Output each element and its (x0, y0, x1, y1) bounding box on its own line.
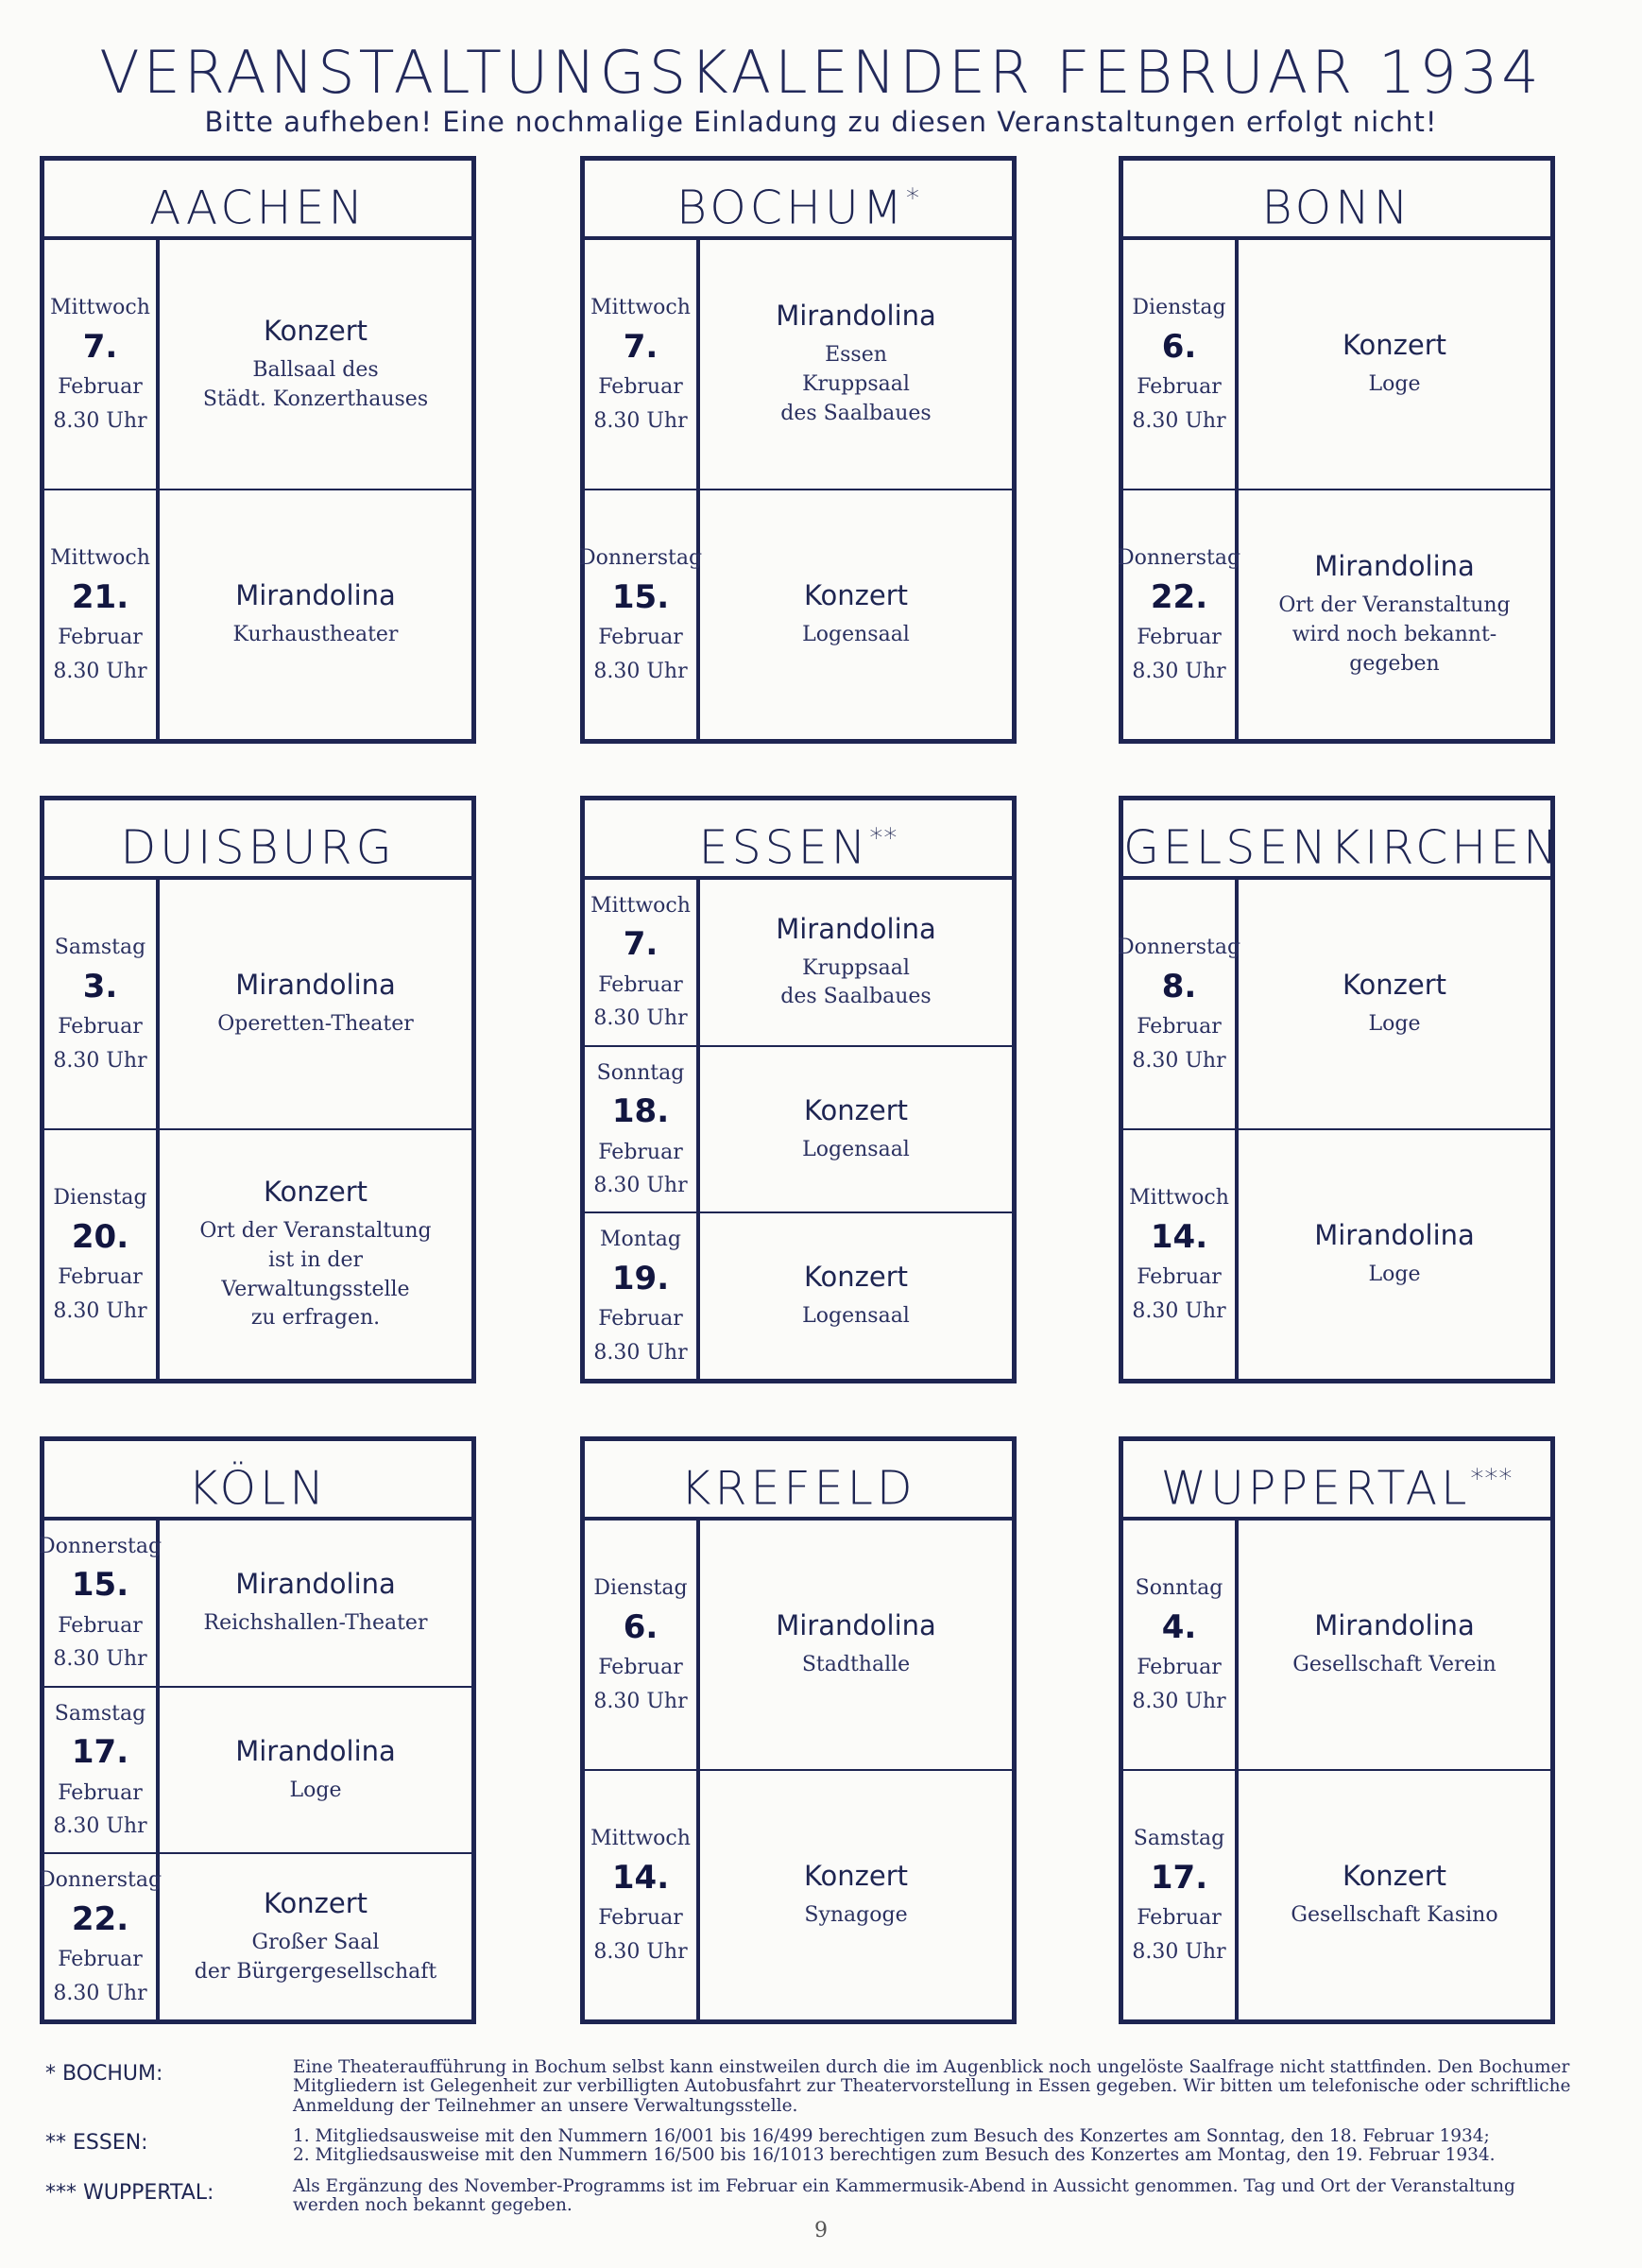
event-month: Februar (58, 626, 143, 649)
event-weekday: Mittwoch (1129, 1186, 1229, 1210)
event-date (585, 240, 700, 489)
event-info (700, 1771, 1012, 2019)
event-place: Synagoge (804, 1903, 908, 1928)
event-month: Februar (598, 1906, 683, 1930)
event-row (44, 490, 471, 739)
event-date (44, 1130, 160, 1379)
event-time: 8.30 Uhr (593, 408, 688, 433)
city-name: BONN (1123, 161, 1550, 240)
event-list (1117, 880, 1550, 1379)
city-name: GELSENKIRCHEN (1123, 800, 1550, 880)
event-day-number: 21. (71, 577, 129, 616)
event-kind: Konzert (803, 579, 909, 612)
event-list (44, 880, 471, 1379)
event-date (1123, 240, 1239, 489)
event-row (38, 1521, 471, 1688)
event-date (44, 240, 160, 489)
event-info (160, 1130, 471, 1379)
event-month: Februar (58, 1948, 143, 1972)
event-time: 8.30 Uhr (1132, 408, 1226, 433)
event-weekday: Sonntag (1135, 1576, 1223, 1600)
event-month: Februar (58, 1265, 143, 1289)
event-day-number: 7. (623, 925, 659, 964)
event-day-number: 15. (611, 577, 670, 616)
footnote-label: ** ESSEN: (45, 2131, 148, 2156)
event-weekday: Donnerstag (578, 546, 703, 570)
event-weekday: Samstag (54, 1701, 146, 1726)
event-kind: Konzert (803, 1093, 909, 1126)
event-date (578, 490, 703, 739)
event-info (1239, 1130, 1550, 1379)
event-place: Großer Saal der Bürgergesellschaft (194, 1930, 437, 1984)
event-place: Ballsaal des Städt. Konzerthauses (202, 357, 429, 411)
event-day-number: 15. (71, 1566, 129, 1605)
event-row (1123, 1130, 1550, 1379)
event-list (44, 240, 471, 739)
event-info (160, 1688, 471, 1853)
city-box (1119, 1436, 1555, 2024)
event-list (1117, 240, 1550, 739)
event-time: 8.30 Uhr (1132, 659, 1226, 683)
event-kind: Konzert (803, 1860, 909, 1893)
event-time: 8.30 Uhr (53, 408, 147, 433)
city-name: BOCHUM* (585, 161, 1012, 240)
event-date (1123, 1521, 1239, 1769)
footnote-wuppertal (45, 2177, 1576, 2216)
event-info (1239, 490, 1550, 739)
event-weekday: Donnerstag (38, 1534, 162, 1558)
event-place: Ort der Veranstaltung ist in der Verwaltungsstelle zu erfragen. (199, 1218, 432, 1331)
event-place: Reichshallen-Theater (203, 1610, 428, 1635)
event-time: 8.30 Uhr (1132, 1048, 1226, 1073)
event-day-number: 7. (623, 327, 659, 366)
event-month: Februar (598, 1307, 683, 1332)
city-name: AACHEN (44, 161, 471, 240)
event-kind: Konzert (263, 1175, 368, 1208)
event-day-number: 20. (71, 1217, 129, 1256)
event-month: Februar (598, 1140, 683, 1164)
event-place: Operetten-Theater (217, 1012, 414, 1037)
event-row (44, 1130, 471, 1379)
event-time: 8.30 Uhr (53, 1981, 147, 2005)
event-day-number: 14. (1150, 1217, 1208, 1256)
event-day-number: 19. (611, 1259, 670, 1297)
event-time: 8.30 Uhr (593, 659, 688, 683)
page-subtitle: Bitte aufheben! Eine nochmalige Einladung zu diesen Veranstaltungen erfolgt nicht! (204, 106, 1438, 138)
event-kind: Mirandolina (235, 1567, 396, 1600)
event-info (700, 1213, 1012, 1379)
event-weekday: Samstag (1133, 1827, 1225, 1850)
event-row (585, 1047, 1012, 1214)
event-row (1123, 240, 1550, 490)
event-weekday: Mittwoch (50, 546, 150, 570)
event-kind: Konzert (263, 1886, 368, 1919)
event-row (578, 490, 1012, 739)
event-place: Loge (1368, 1012, 1421, 1037)
event-info (1239, 1521, 1550, 1769)
event-info (700, 880, 1012, 1045)
event-time: 8.30 Uhr (53, 659, 147, 683)
event-kind: Konzert (1342, 969, 1447, 1002)
event-list (585, 1521, 1012, 2019)
event-day-number: 4. (1161, 1607, 1197, 1646)
city-box (580, 156, 1017, 744)
event-weekday: Dienstag (593, 1576, 688, 1600)
event-row (44, 880, 471, 1130)
city-box (40, 796, 476, 1383)
event-weekday: Donnerstag (1117, 936, 1241, 959)
event-date (1123, 1130, 1239, 1379)
footnote-label: *** WUPPERTAL: (45, 2180, 214, 2205)
event-list (578, 240, 1012, 739)
event-time: 8.30 Uhr (1132, 1298, 1226, 1323)
event-weekday: Donnerstag (1117, 546, 1241, 570)
event-day-number: 6. (1161, 327, 1197, 366)
event-weekday: Mittwoch (50, 296, 150, 319)
event-row (1117, 490, 1550, 739)
event-row (585, 880, 1012, 1047)
footnote-essen (45, 2127, 1576, 2166)
event-row (44, 240, 471, 490)
event-place: Loge (289, 1778, 342, 1802)
event-day-number: 7. (82, 327, 118, 366)
event-date (585, 1521, 700, 1769)
event-day-number: 3. (82, 967, 118, 1005)
event-time: 8.30 Uhr (53, 1647, 147, 1672)
event-kind: Mirandolina (235, 1734, 396, 1767)
event-weekday: Mittwoch (590, 893, 691, 918)
event-info (160, 1521, 471, 1686)
footnotes (45, 2058, 1576, 2226)
event-info (160, 880, 471, 1128)
event-date (44, 1688, 160, 1853)
event-date (1123, 1771, 1239, 2019)
city-name: ESSEN** (585, 800, 1012, 880)
event-month: Februar (1137, 1656, 1222, 1679)
event-row (1117, 880, 1550, 1130)
event-weekday: Montag (600, 1228, 681, 1252)
event-kind: Mirandolina (235, 969, 396, 1002)
event-month: Februar (58, 1780, 143, 1805)
event-kind: Mirandolina (776, 1609, 936, 1642)
footnote-mark: ** (869, 822, 898, 853)
event-info (160, 490, 471, 739)
event-day-number: 17. (1150, 1858, 1208, 1897)
footnote-bochum (45, 2058, 1576, 2116)
event-month: Februar (598, 1656, 683, 1679)
event-info (700, 240, 1012, 489)
event-place: Logensaal (802, 623, 910, 647)
event-month: Februar (58, 1015, 143, 1039)
event-day-number: 14. (611, 1858, 670, 1897)
event-month: Februar (598, 626, 683, 649)
event-weekday: Dienstag (53, 1186, 147, 1210)
event-day-number: 6. (623, 1607, 659, 1646)
event-row (585, 1771, 1012, 2019)
event-date (38, 1521, 162, 1686)
city-name: WUPPERTAL*** (1123, 1441, 1550, 1521)
event-time: 8.30 Uhr (53, 1298, 147, 1323)
event-month: Februar (1137, 1906, 1222, 1930)
event-info (700, 490, 1012, 739)
footnote-mark: *** (1470, 1463, 1514, 1494)
event-weekday: Mittwoch (590, 296, 691, 319)
event-place: Logensaal (802, 1304, 910, 1329)
event-month: Februar (58, 375, 143, 399)
city-box (40, 1436, 476, 2024)
event-date (585, 880, 700, 1045)
event-month: Februar (1137, 1265, 1222, 1289)
event-kind: Mirandolina (1314, 1609, 1475, 1642)
event-weekday: Sonntag (596, 1060, 685, 1085)
event-day-number: 17. (71, 1733, 129, 1771)
event-time: 8.30 Uhr (593, 1689, 688, 1713)
event-day-number: 8. (1161, 967, 1197, 1005)
event-month: Februar (1137, 626, 1222, 649)
event-place: Kruppsaal des Saalbaues (780, 955, 932, 1009)
city-name: DUISBURG (44, 800, 471, 880)
event-time: 8.30 Uhr (593, 1174, 688, 1197)
event-place: Gesellschaft Kasino (1291, 1903, 1498, 1928)
event-row (585, 1521, 1012, 1771)
event-row (585, 240, 1012, 490)
event-info (160, 1854, 471, 2019)
event-place: Loge (1368, 1263, 1421, 1287)
event-date (44, 880, 160, 1128)
event-kind: Konzert (263, 314, 368, 347)
city-box (40, 156, 476, 744)
event-kind: Mirandolina (1314, 550, 1475, 583)
event-date (38, 1854, 162, 2019)
event-kind: Konzert (803, 1261, 909, 1294)
event-time: 8.30 Uhr (1132, 1939, 1226, 1964)
event-weekday: Donnerstag (38, 1868, 162, 1893)
event-list (585, 880, 1012, 1379)
footnote-text: 1. Mitgliedsausweise mit den Nummern 16/001 bis 16/499 berechtigen zum Besuch des Konzertes am Sonntag, den 18. Februar 1934; 2. Mitgliedsausweise mit den Nummern 16/500 bis 16/1013 berechtigen zum Besuch des Konzertes am Montag, den 19. Februar 1934. (293, 2126, 1496, 2166)
event-row (1123, 1771, 1550, 2019)
event-list (38, 1521, 471, 2019)
event-row (44, 1688, 471, 1855)
event-info (160, 240, 471, 489)
event-kind: Mirandolina (235, 579, 396, 612)
event-time: 8.30 Uhr (53, 1048, 147, 1073)
city-box (580, 796, 1017, 1383)
city-name: KÖLN (44, 1441, 471, 1521)
event-place: Kurhaustheater (232, 623, 399, 647)
event-month: Februar (1137, 375, 1222, 399)
event-date (585, 1771, 700, 2019)
event-info (1239, 240, 1550, 489)
event-day-number: 22. (71, 1899, 129, 1938)
event-place: Loge (1368, 372, 1421, 397)
event-row (38, 1854, 471, 2019)
page-title: VERANSTALTUNGSKALENDER FEBRUAR 1934 (99, 38, 1543, 107)
event-time: 8.30 Uhr (593, 1939, 688, 1964)
event-kind: Mirandolina (776, 300, 936, 333)
event-date (44, 490, 160, 739)
event-place: Essen Kruppsaal des Saalbaues (780, 343, 932, 425)
event-day-number: 22. (1150, 577, 1208, 616)
event-place: Stadthalle (801, 1653, 911, 1677)
city-box (580, 1436, 1017, 2024)
city-box (1117, 796, 1562, 1383)
event-month: Februar (58, 1613, 143, 1638)
event-place: Gesellschaft Verein (1292, 1653, 1497, 1677)
city-box (1119, 156, 1555, 744)
event-time: 8.30 Uhr (53, 1814, 147, 1838)
event-kind: Konzert (1342, 1860, 1447, 1893)
event-time: 8.30 Uhr (593, 1006, 688, 1031)
event-info (1239, 1771, 1550, 2019)
event-date (1117, 490, 1241, 739)
event-day-number: 18. (611, 1092, 670, 1130)
event-date (585, 1047, 700, 1212)
event-kind: Mirandolina (776, 912, 936, 945)
footnote-text: Eine Theateraufführung in Bochum selbst kann einstweilen durch die im Augenblick noch ungelöste Saalfrage nicht stattfinden. Den Bochumer Mitgliedern ist Gelegenheit zur verbilligten Autobusfahrt zur Theatervorstellung in Essen gegeben. Wir bitten um telefonische oder schriftliche Anmeldung der Teilnehmer an unsere Verwaltungsstelle. (293, 2057, 1571, 2116)
event-kind: Mirandolina (1314, 1219, 1475, 1252)
event-date (585, 1213, 700, 1379)
event-kind: Konzert (1342, 329, 1447, 362)
event-month: Februar (1137, 1015, 1222, 1039)
footnote-label: * BOCHUM: (45, 2062, 163, 2086)
event-weekday: Samstag (54, 936, 146, 959)
event-place: Logensaal (802, 1137, 910, 1161)
event-row (585, 1213, 1012, 1379)
event-place: Ort der Veranstaltung wird noch bekannt- gegeben (1278, 593, 1511, 676)
event-info (700, 1047, 1012, 1212)
page-number: 9 (814, 2219, 828, 2242)
event-weekday: Dienstag (1132, 296, 1226, 319)
event-list (1123, 1521, 1550, 2019)
footnote-mark: * (906, 182, 920, 214)
city-name: KREFELD (585, 1441, 1012, 1521)
event-time: 8.30 Uhr (593, 1340, 688, 1365)
footnote-text: Als Ergänzung des November-Programms ist im Februar ein Kammermusik-Abend in Aussicht genommen. Tag und Ort der Veranstaltung werden noch bekannt gegeben. (293, 2175, 1515, 2216)
event-info (1239, 880, 1550, 1128)
event-month: Februar (598, 375, 683, 399)
event-month: Februar (598, 972, 683, 997)
event-row (1123, 1521, 1550, 1771)
event-weekday: Mittwoch (590, 1827, 691, 1850)
event-date (1117, 880, 1241, 1128)
event-info (700, 1521, 1012, 1769)
event-time: 8.30 Uhr (1132, 1689, 1226, 1713)
